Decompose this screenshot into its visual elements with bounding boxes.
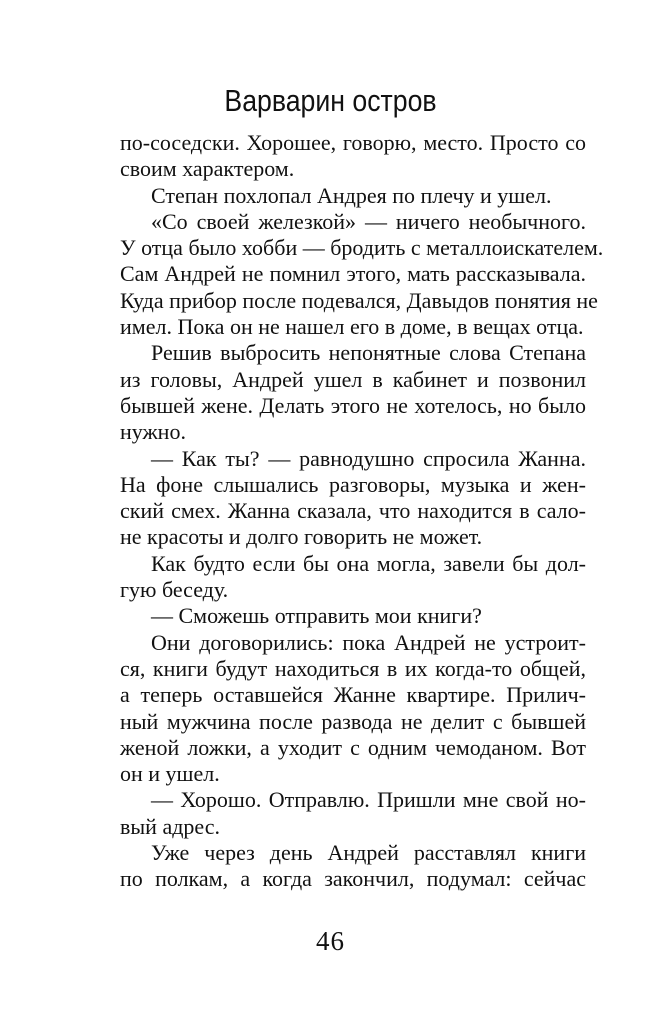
page-number: 46 (316, 926, 345, 956)
text-line: вый адрес. (120, 813, 220, 839)
text-line: — Сможешь отправить мои книги? (151, 603, 482, 629)
text-line: Степан похлопал Андрея по плечу и ушел. (151, 182, 552, 208)
text-line: — Как ты? — равнодушно спросила Жанна. (151, 445, 586, 471)
text-line: женой ложки, а уходит с одним чемоданом. Вот (120, 734, 586, 760)
text-line: по полкам, а когда закончил, подумал: сейчас (120, 866, 586, 892)
text-line: ся, книги будут находиться в их когда-то общей, (120, 655, 586, 681)
running-title: Варварин остров (224, 83, 437, 118)
text-line: ский смех. Жанна сказала, что находится в сало- (120, 498, 586, 524)
text-line: Решив выбросить непонятные слова Степана (151, 340, 586, 366)
text-line: — Хорошо. Отправлю. Пришли мне свой но- (151, 787, 586, 813)
text-line: он и ушел. (120, 761, 220, 787)
text-line: гую беседу. (120, 577, 229, 603)
text-line: а теперь оставшейся Жанне квартире. Прилич- (120, 682, 586, 708)
text-line: ный мужчина после развода не делит с бывшей (120, 708, 586, 734)
text-line: бывшей жене. Делать этого не хотелось, но было (120, 392, 586, 418)
text-line: Сам Андрей не помнил этого, мать рассказывала. (120, 261, 586, 287)
text-line: На фоне слышались разговоры, музыка и жен- (120, 471, 586, 497)
text-line: по-соседски. Хорошее, говорю, место. Просто со (120, 130, 586, 155)
text-line: У отца было хобби — бродить с металлоискателем. (120, 235, 604, 261)
text-line: своим характером. (120, 156, 295, 182)
text-line: Куда прибор после подевался, Давыдов понятия не (120, 287, 598, 313)
text-line: нужно. (120, 419, 186, 445)
text-line: Уже через день Андрей расставлял книги (151, 840, 586, 866)
text-line: «Со своей железкой» — ничего необычного. (151, 208, 586, 234)
text-line: Они договорились: пока Андрей не устроит- (151, 629, 586, 655)
page-body-text (120, 130, 604, 893)
text-line: не красоты и долго говорить не может. (120, 524, 483, 550)
text-line: Как будто если бы она могла, завели бы дол- (151, 550, 586, 576)
text-line: имел. Пока он не нашел его в доме, в вещах отца. (120, 314, 584, 340)
text-line: из головы, Андрей ушел в кабинет и позвонил (120, 366, 586, 392)
